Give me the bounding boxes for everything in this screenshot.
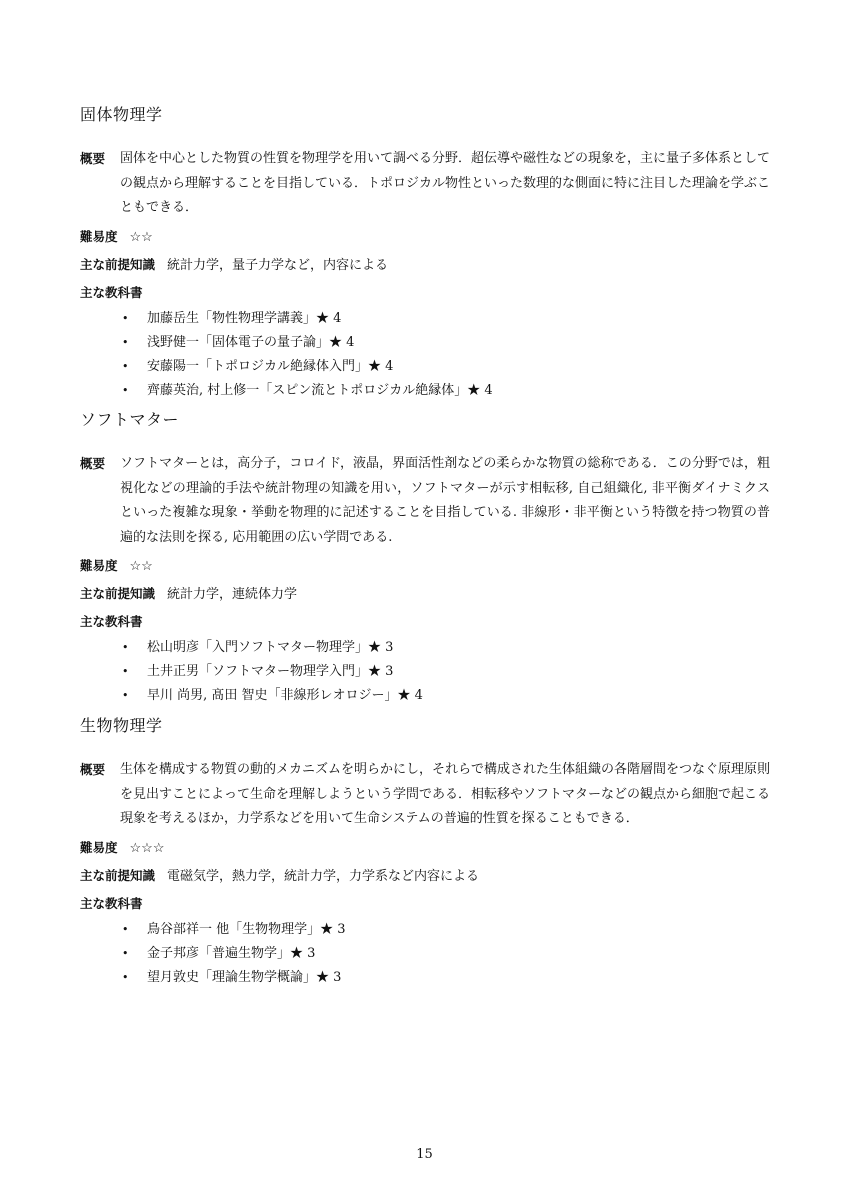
textbook-title: 浅野健一「固体電子の量子論」★ 4: [147, 334, 355, 350]
section-biophysics: [80, 714, 770, 990]
bullet-icon: •: [122, 383, 129, 397]
textbook-title: 加藤岳生「物性物理学講義」★ 4: [147, 310, 342, 326]
page-number: 15: [416, 1147, 433, 1162]
difficulty-row: [80, 225, 770, 249]
section-title: 生物物理学: [80, 716, 163, 735]
textbook-title: 松山明彦「入門ソフトマター物理学」★ 3: [147, 640, 394, 655]
textbook-item: [80, 918, 770, 942]
difficulty-stars: ☆☆: [129, 559, 153, 574]
textbooks-row: [80, 281, 770, 305]
textbook-item: [80, 307, 770, 331]
textbooks-row: [80, 610, 770, 634]
overview-text: 生体を構成する物質の動的メカニズムを明らかにし，それらで構成された生体組織の各階層間をつなぐ原理原則を見出すことによって生命を理解しようという学問である．相転移やソフトマターなどの観点から細胞で起こる現象を考えるほか，力学系などを用いて生命システムの普遍的性質を探ることもできる．: [120, 762, 771, 826]
bullet-icon: •: [122, 970, 129, 984]
overview-text: ソフトマターとは，高分子，コロイド，液晶，界面活性剤などの柔らかな物質の総称である．この分野では，粗視化などの理論的手法や統計物理の知識を用い，ソフトマターが示す相転移, 自己組織化, 非平衡ダイナミクスといった複雑な現象・挙動を物理的に記述することを目指している. 非線形・非平衡という特徴を持つ物質の普遍的な法則を探る, 応用範囲の広い学問である.: [120, 456, 770, 545]
bullet-icon: •: [122, 641, 129, 654]
bullet-icon: •: [122, 335, 129, 349]
textbook-title: 鳥谷部祥一 他「生物物理学」★ 3: [147, 921, 346, 937]
textbook-item: [80, 942, 770, 966]
textbooks-row: [80, 892, 770, 916]
section-title: 固体物理学: [80, 105, 163, 124]
difficulty-row: [80, 554, 770, 578]
prerequisites-value: 統計力学，量子力学など，内容による: [167, 257, 389, 273]
textbook-item: [80, 379, 770, 403]
textbook-title: 望月敦史「理論生物学概論」★ 3: [147, 969, 342, 985]
difficulty-label: 難易度: [80, 228, 118, 244]
difficulty-stars: ☆☆: [129, 229, 153, 245]
prerequisites-row: [80, 582, 770, 606]
overview-block: [80, 452, 770, 550]
prerequisites-label: 主な前提知識: [80, 586, 156, 601]
overview-text: 固体を中心とした物質の性質を物理学を用いて調べる分野．超伝導や磁性などの現象を，主に量子多体系としての観点から理解することを目指している．トポロジカル物性といった数理的な側面に特に注目した理論を学ぶこともできる．: [120, 151, 771, 215]
overview-label: 概要: [80, 456, 106, 471]
bullet-icon: •: [122, 665, 129, 678]
textbook-title: 安藤陽一「トポロジカル絶縁体入門」★ 4: [147, 358, 394, 374]
textbook-item: [80, 684, 770, 708]
difficulty-label: 難易度: [80, 558, 118, 573]
textbook-title: 土井正男「ソフトマター物理学入門」★ 3: [147, 664, 394, 679]
overview-block: [80, 147, 770, 221]
prerequisites-value: 統計力学，連続体力学: [167, 587, 298, 602]
bullet-icon: •: [122, 359, 129, 373]
difficulty-stars: ☆☆☆: [129, 840, 165, 856]
textbook-title: 齊藤英治, 村上修一「スピン流とトポロジカル絶縁体」★ 4: [147, 382, 493, 398]
textbook-list: [80, 636, 770, 708]
textbook-item: [80, 660, 770, 684]
textbooks-label: 主な教科書: [80, 284, 143, 300]
prerequisites-label: 主な前提知識: [80, 256, 156, 272]
textbook-item: [80, 966, 770, 990]
difficulty-row: [80, 836, 770, 860]
section-solid-state-physics: [80, 103, 770, 403]
bullet-icon: •: [122, 689, 129, 702]
overview-label: 概要: [80, 151, 106, 166]
textbooks-label: 主な教科書: [80, 614, 143, 629]
section-title: ソフトマター: [80, 410, 180, 429]
overview-label: 概要: [80, 762, 106, 777]
overview-block: [80, 758, 770, 832]
bullet-icon: •: [122, 311, 129, 325]
textbook-list: [80, 918, 770, 990]
textbook-item: [80, 355, 770, 379]
textbook-title: 早川 尚男, 髙田 智史「非線形レオロジー」★ 4: [147, 688, 423, 703]
prerequisites-row: [80, 253, 770, 277]
prerequisites-value: 電磁気学，熱力学，統計力学，力学系など内容による: [167, 868, 480, 884]
difficulty-label: 難易度: [80, 839, 118, 855]
textbook-item: [80, 331, 770, 355]
textbook-title: 金子邦彦「普遍生物学」★ 3: [147, 945, 316, 961]
textbook-item: [80, 636, 770, 660]
textbook-list: [80, 307, 770, 403]
textbooks-label: 主な教科書: [80, 895, 143, 911]
prerequisites-row: [80, 864, 770, 888]
bullet-icon: •: [122, 946, 129, 960]
bullet-icon: •: [122, 922, 129, 936]
section-soft-matter: [80, 408, 770, 708]
prerequisites-label: 主な前提知識: [80, 867, 156, 883]
